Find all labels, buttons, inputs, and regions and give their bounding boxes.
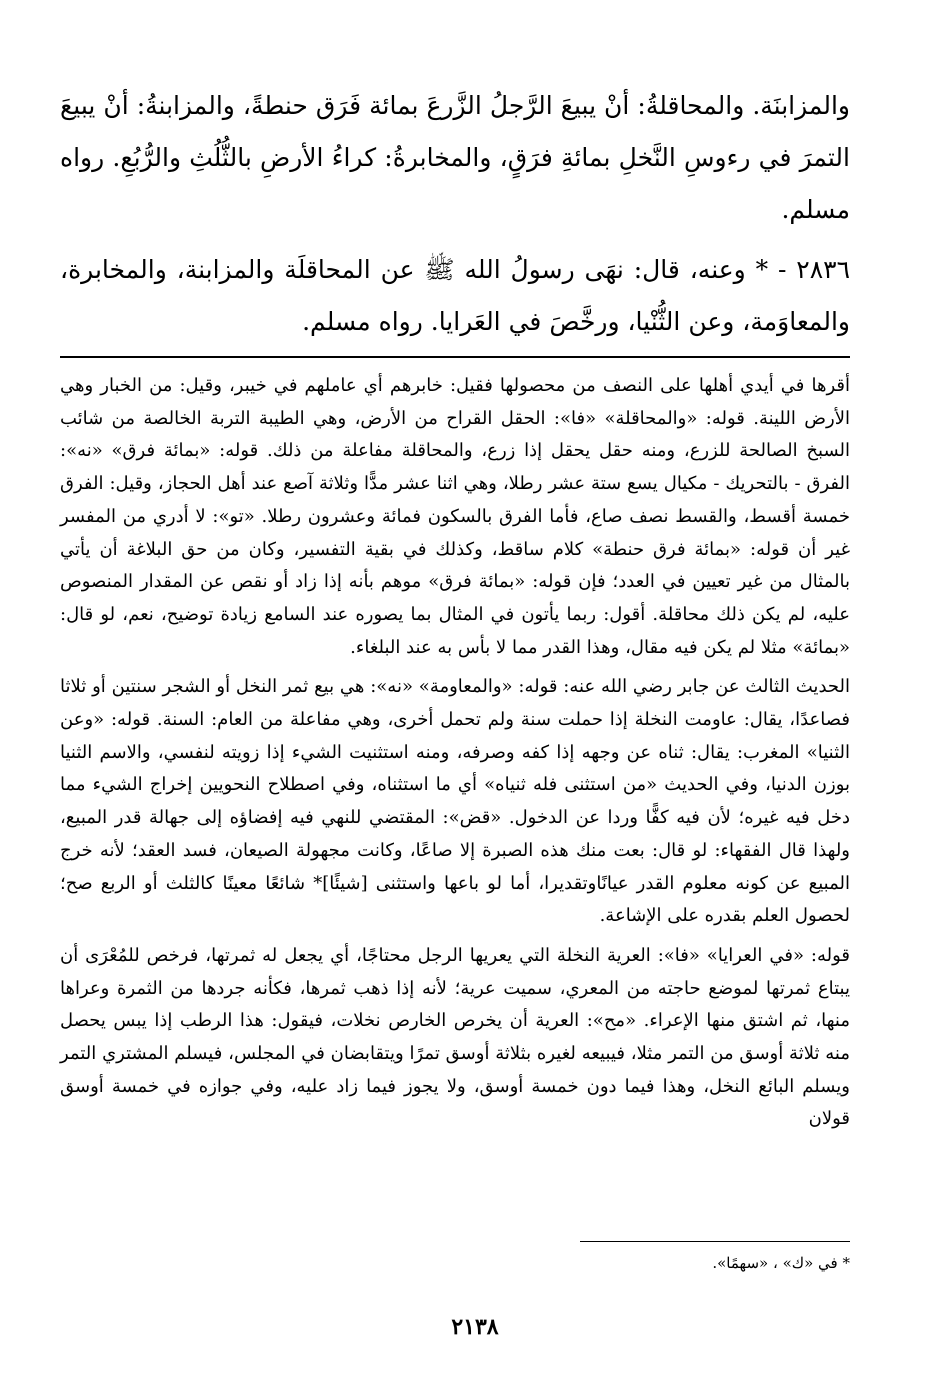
footnote: * في «ك» ، «سهمًا». xyxy=(712,1254,850,1272)
commentary-text xyxy=(60,370,850,1136)
commentary-paragraph-3: قوله: «في العرايا» «فا»: العرية النخلة التي يعريها الرجل محتاجًا، أي يجعل له ثمرتها، فرخص للمُعْرَى أن يبتاع ثمرتها لموضع حاجته من المعري، سميت عرية؛ لأنه إذا ذهب ثمرها، فكأنه جردها من الثمرة وعراها منها، ثم اشتق منها الإعراء. «مح»: العرية أن يخرص الخارص نخلات، فيقول: هذا الرطب إذا يبس يحصل منه ثلاثة أوسق من التمر مثلا، فيبيعه لغيره بثلاثة أوسق تمرًا ويتقابضان في المجلس، فيسلم المشتري التمر ويسلم البائع النخل، وهذا فيما دون خمسة أوسق، ولا يجوز فيما زاد عليه، وفي جوازه في خمسة أوسق قولان xyxy=(60,944,850,1130)
page-body xyxy=(60,80,850,1136)
hadith-text xyxy=(60,80,850,348)
page-number: ٢١٣٨ xyxy=(451,1314,499,1340)
section-divider xyxy=(60,356,850,358)
hadith-paragraph-2836: ٢٨٣٦ - * وعنه، قال: نهَى رسولُ الله ﷺ عن المحاقلَة والمزابنة، والمخابرة، والمعاوَمة، وعن الثُّنْيا، ورخَّصَ في العَرايا. رواه مسلم. xyxy=(60,255,850,336)
commentary-paragraph-2: الحديث الثالث عن جابر رضي الله عنه: قوله: «والمعاومة» «نه»: هي بيع ثمر النخل أو الشجر سنتين أو ثلاثا فصاعدًا، يقال: عاومت النخلة إذا حملت سنة ولم تحمل أخرى، وهي مفاعلة من العام: السنة. قوله: «وعن الثنيا» المغرب: يقال: ثناه عن وجهه إذا كفه وصرفه، ومنه استثنيت الشيء إذا زويته لنفسي، والاسم الثنيا بوزن الدنيا، وفي الحديث «من استثنى فله ثنياه» أي ما استثناه، وفي اصطلاح النحويين إخراج الشيء مما دخل فيه غيره؛ لأن فيه كفًّا وردا عن الدخول. «قض»: المقتضي للنهي فيه إفضاؤه إلى جهالة قدر المبيع، ولهذا قال الفقهاء: لو قال: بعت منك هذه الصبرة إلا صاعًا، وكانت مجهولة الصيعان، فسد العقد؛ لأنه خرج المبيع عن كونه معلوم القدر عيانًاوتقديرا، أما لو باعها واستثنى [شيئًا]* شائعًا معينًا كالثلث أو الربع صح؛ لحصول العلم بقدره على الإشاعة. xyxy=(60,676,850,927)
commentary-paragraph-1: أقرها في أيدي أهلها على النصف من محصولها فقيل: خابرهم أي عاملهم في خيبر، وقيل: من الخبار وهي الأرض اللينة. قوله: «والمحاقلة» «فا»: الحقل القراح من الأرض، وهي الطيبة التربة الخالصة من شائب السبخ الصالحة للزرع، ومنه حقل يحقل إذا زرع، والمحاقلة مفاعلة من ذلك. قوله: «بمائة فرق» «نه»: الفرق - بالتحريك - مكيال يسع ستة عشر رطلا، وهي اثنا عشر مدًّا وثلاثة آصع عند أهل الحجاز، وقيل: الفرق خمسة أقسط، والقسط نصف صاع، فأما الفرق بالسكون فمائة وعشرون رطلا. «تو»: لا أدري من المفسر غير أن قوله: «بمائة فرق حنطة» كلام ساقط، وكذلك في بقية التفسير، وكان من حق البلاغة أن يأتي بالمثال من غير تعيين في العدد؛ فإن قوله: «بمائة فرق» موهم بأنه إذا زاد أو نقص عن المقدار المنصوص عليه، لم يكن ذلك محاقلة. أقول: ربما يأتون في المثال بما يصوره عند السامع زيادة توضيح، نعم، لو قال: «بمائة» مثلا لم يكن فيه مقال، وهذا القدر مما لا بأس به عند البلغاء. xyxy=(60,375,850,658)
footnote-rule xyxy=(580,1241,850,1242)
hadith-paragraph-1: والمزابنَة. والمحاقلةُ: أنْ يبيعَ الرَّجلُ الزَّرعَ بمائة فَرَق حنطةً، والمزابنةُ: أنْ يبيعَ التمرَ في رءوسِ النَّخلِ بمائةِ فرَقٍ، والمخابرةُ: كراءُ الأرضِ بالثُّلُثِ والرُّبُعِ. رواه مسلم. xyxy=(60,91,850,224)
